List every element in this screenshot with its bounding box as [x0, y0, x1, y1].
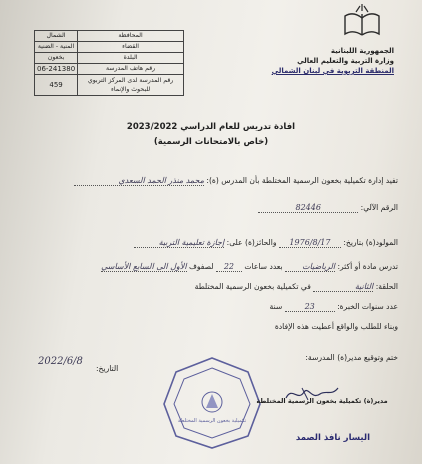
body-line-closing: وبناء للطلب والواقع أعطيت هذه الإفادة — [274, 322, 398, 331]
table-cell: المحافظة — [78, 31, 184, 42]
table-row — [35, 75, 184, 96]
date-value: 2022/6/8 — [38, 356, 83, 367]
degree-value: إجازة تعليمية التربية — [134, 238, 224, 248]
ministry-logo-icon — [342, 4, 382, 40]
hours-value: 22 — [216, 262, 242, 272]
teacher-name-value: محمد منذر الحمد السعدي — [74, 176, 204, 186]
table-row — [35, 64, 184, 75]
body-line-cycle — [195, 282, 398, 292]
body-line-number — [258, 203, 398, 213]
director-title-text: مدير(ة) تكميلية بخعون الرسمية المختلطة — [256, 397, 388, 405]
table-row — [35, 53, 184, 64]
date-label: التاريخ: — [96, 364, 119, 373]
label-text: لصفوف — [188, 262, 214, 271]
label-text: تدرس مادة أو أكثر: — [337, 262, 398, 271]
cycle-value: الثانية — [313, 282, 373, 292]
table-cell: رقم هاتف المدرسة — [78, 64, 184, 75]
table-cell: 459 — [35, 75, 78, 96]
table-row — [35, 42, 184, 53]
table-cell: البلدة — [78, 53, 184, 64]
school-info-table — [34, 30, 184, 96]
director-name: اليسار نافذ الصمد — [295, 433, 370, 443]
government-header — [244, 46, 394, 76]
school-stamp-icon — [160, 356, 264, 450]
label-text: بعدد ساعات — [244, 262, 283, 271]
employee-number-value: 82446 — [258, 203, 358, 213]
body-line-teacher — [74, 176, 398, 186]
body-line-subject — [101, 262, 398, 272]
ministry-name: وزارة التربية والتعليم العالي — [297, 57, 394, 65]
director-title — [252, 397, 392, 406]
classes-value: الأول الى السابع الأساسي — [101, 262, 187, 271]
label-text: الرقم الآلي: — [360, 203, 398, 212]
label-text: المولود(ة) بتاريخ: — [343, 238, 398, 247]
table-cell: القضاء — [78, 42, 184, 53]
region-name: المنطقة التربوية في لبنان الشمالي — [271, 67, 394, 75]
body-line-birth — [134, 238, 398, 248]
subject-value: الرياضيات — [285, 262, 335, 272]
label-text: الحلقة: — [375, 282, 398, 291]
label-text: تفيد إدارة تكميلية بخعون الرسمية المختلطة بأن المدرس (ة): — [206, 176, 398, 185]
table-cell: المنية - الضنية — [35, 42, 78, 53]
table-cell: 06-241380 — [35, 64, 78, 75]
years-value: 23 — [285, 302, 335, 312]
sign-label: ختم وتوقيع مدير(ة) المدرسة: — [305, 353, 398, 362]
label-text: سنة — [269, 302, 283, 311]
label-text: في تكميلية بخعون الرسمية المختلطة — [194, 282, 311, 291]
birth-date-value: 1976/8/17 — [279, 238, 341, 248]
label-text: عدد سنوات الخبرة: — [337, 302, 398, 311]
table-row — [35, 31, 184, 42]
table-cell: الشمال — [35, 31, 78, 42]
document-title: افادة تدريس للعام الدراسي 2023/2022 — [126, 122, 296, 132]
republic-name: الجمهورية اللبنانية — [330, 47, 394, 55]
table-cell: رقم المدرسة لدى المركز التربوي للبحوث والإنماء — [78, 75, 184, 96]
label-text: والحائز(ة) على: — [226, 238, 277, 247]
body-line-years — [270, 302, 398, 312]
document-subtitle: (خاص بالامتحانات الرسمية) — [153, 137, 269, 147]
stamp-text: تكميلية بخعون الرسمية المختلطة — [177, 418, 247, 424]
table-cell: بخعون — [35, 53, 78, 64]
